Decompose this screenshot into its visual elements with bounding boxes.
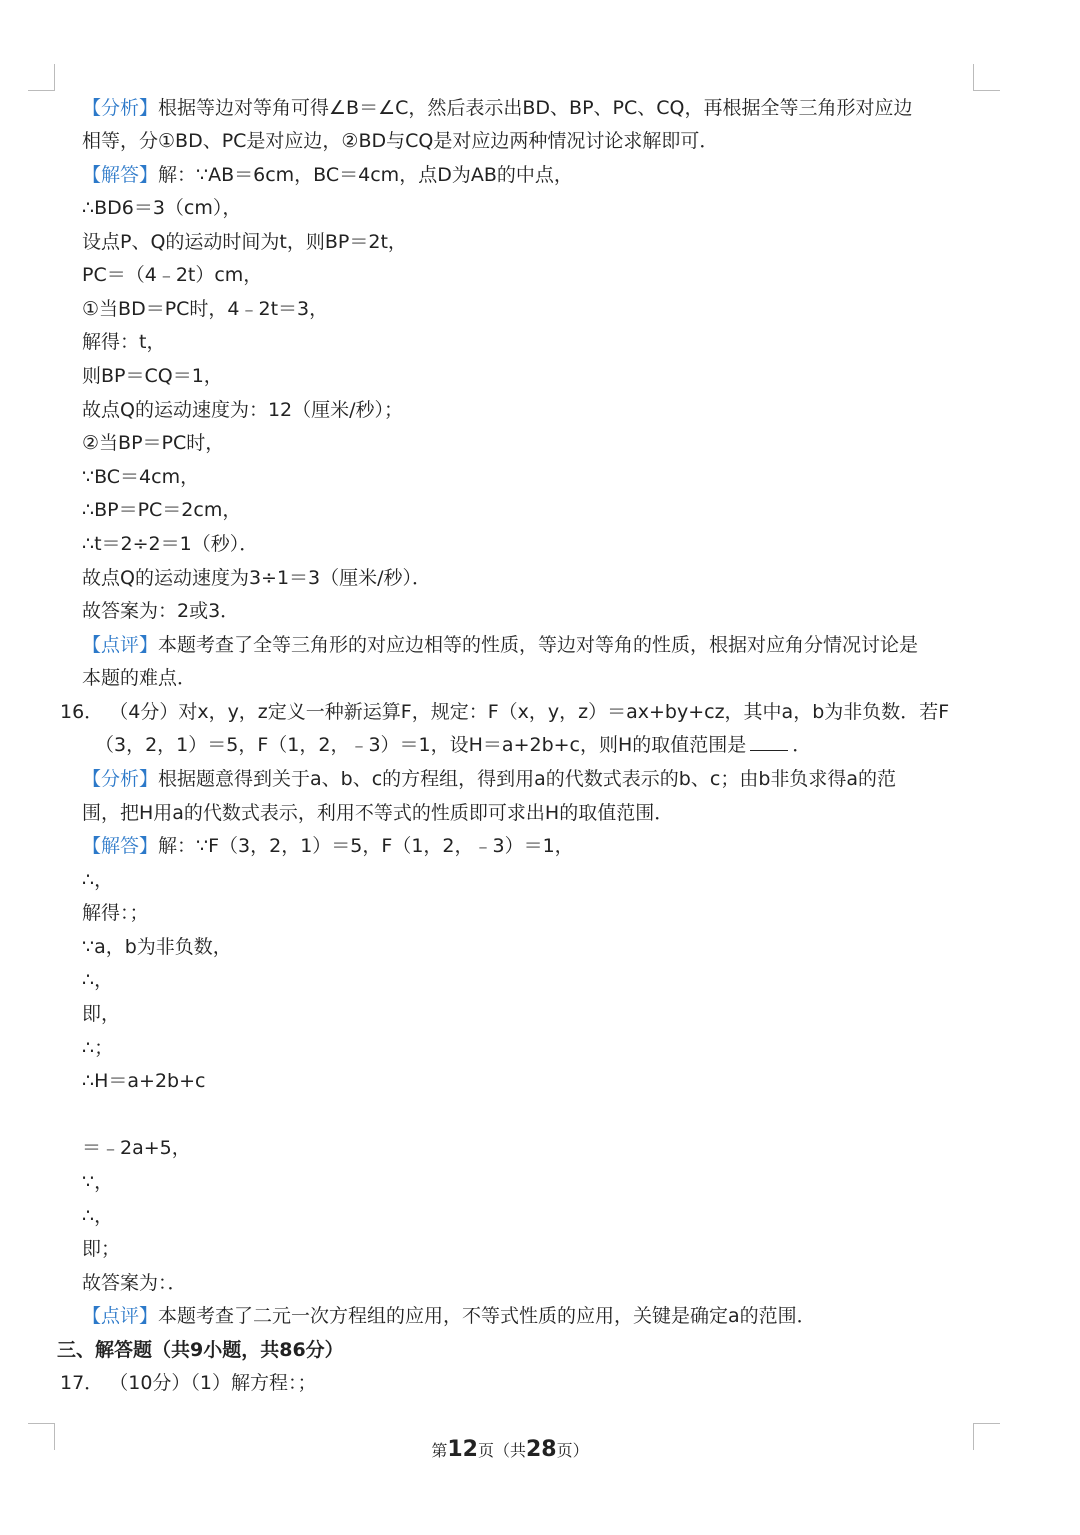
corner-mark-top-left bbox=[28, 64, 55, 91]
text-line: 即； bbox=[82, 1238, 121, 1260]
text-line: PC＝（4﹣2t）cm， bbox=[82, 264, 263, 286]
question-16-line-2: （3，2，1）＝5，F（1，2，﹣3）＝1，设H＝a+2b+c，则H的取值范围是 ． bbox=[95, 734, 812, 756]
page-footer: 第12页（共28页） bbox=[431, 1437, 589, 1462]
section-tag: 【分析】 bbox=[82, 768, 159, 790]
text-line: ∴， bbox=[82, 1205, 114, 1227]
page-number: 12 bbox=[447, 1437, 478, 1462]
text-line: ∵， bbox=[82, 1171, 114, 1193]
text-line: 解得：t， bbox=[82, 331, 166, 353]
text-line: ∴； bbox=[82, 1037, 114, 1059]
text-line: ＝﹣2a+5， bbox=[82, 1137, 191, 1159]
text-line: 故答案为：2或3． bbox=[82, 600, 240, 622]
text-line: 【解答】解：∵AB＝6cm，BC＝4cm，点D为AB的中点， bbox=[82, 164, 573, 186]
section-tag: 【解答】 bbox=[82, 835, 159, 857]
section-tag: 【解答】 bbox=[82, 164, 159, 186]
text-line: 【点评】本题考查了全等三角形的对应边相等的性质，等边对等角的性质，根据对应角分情况讨论是 bbox=[82, 634, 919, 656]
text-line: 【解答】解：∵F（3，2，1）＝5，F（1，2，﹣3）＝1， bbox=[82, 835, 574, 857]
answer-blank bbox=[750, 734, 788, 751]
text-line: 本题的难点． bbox=[82, 667, 197, 689]
text-line: 即， bbox=[82, 1003, 121, 1025]
text-line: ∵a，b为非负数， bbox=[82, 936, 232, 958]
text-line: 【分析】根据题意得到关于a、b、c的方程组，得到用a的代数式表示的b、c；由b非负求得a的范 bbox=[82, 768, 897, 790]
corner-mark-top-right bbox=[973, 64, 1000, 91]
text-line: ∴， bbox=[82, 969, 114, 991]
text-line: ①当BD＝PC时，4﹣2t＝3， bbox=[82, 298, 329, 320]
question-16-line-1: 16． （4分）对x，y，z定义一种新运算F，规定：F（x，y，z）＝ax+by+cz，其中a，b为非负数．若F bbox=[60, 701, 950, 723]
text-line: 【分析】根据等边对等角可得∠B＝∠C，然后表示出BD、BP、PC、CQ，再根据全等三角形对应边 bbox=[82, 97, 913, 119]
text-line: ∴BP＝PC＝2cm， bbox=[82, 499, 242, 521]
section-tag: 【分析】 bbox=[82, 97, 159, 119]
text-line: 围，把H用a的代数式表示，利用不等式的性质即可求出H的取值范围． bbox=[82, 802, 674, 824]
text-line: 相等，分①BD、PC是对应边，②BD与CQ是对应边两种情况讨论求解即可． bbox=[82, 130, 719, 152]
text-line: ∴， bbox=[82, 869, 114, 891]
section-heading: 三、解答题（共9小题，共86分） bbox=[57, 1339, 344, 1361]
question-number: 16． bbox=[60, 701, 104, 723]
question-17-line: 17． （10分）（1）解方程：； bbox=[60, 1372, 317, 1394]
text-line: 解得：； bbox=[82, 902, 149, 924]
text-line: 故点Q的运动速度为3÷1＝3（厘米/秒）． bbox=[82, 567, 432, 589]
text-line: 【点评】本题考查了二元一次方程组的应用，不等式性质的应用，关键是确定a的范围． bbox=[82, 1305, 816, 1327]
text-line: ∴t＝2÷2＝1（秒）． bbox=[82, 533, 259, 555]
question-number: 17． bbox=[60, 1372, 104, 1394]
page-total: 28 bbox=[526, 1437, 557, 1462]
section-tag: 【点评】 bbox=[82, 1305, 159, 1327]
text-line: ∴BD6＝3（cm）， bbox=[82, 197, 242, 219]
text-line: 故点Q的运动速度为：12（厘米/秒）； bbox=[82, 399, 404, 421]
section-tag: 【点评】 bbox=[82, 634, 159, 656]
text-line: 则BP＝CQ＝1， bbox=[82, 365, 223, 387]
text-line: ∴H＝a+2b+c bbox=[82, 1070, 206, 1092]
text-line: 设点P、Q的运动时间为t，则BP＝2t， bbox=[82, 231, 407, 253]
text-line: 故答案为：． bbox=[82, 1272, 187, 1294]
text-line: ②当BP＝PC时， bbox=[82, 432, 225, 454]
text-line: ∵BC＝4cm， bbox=[82, 466, 200, 488]
